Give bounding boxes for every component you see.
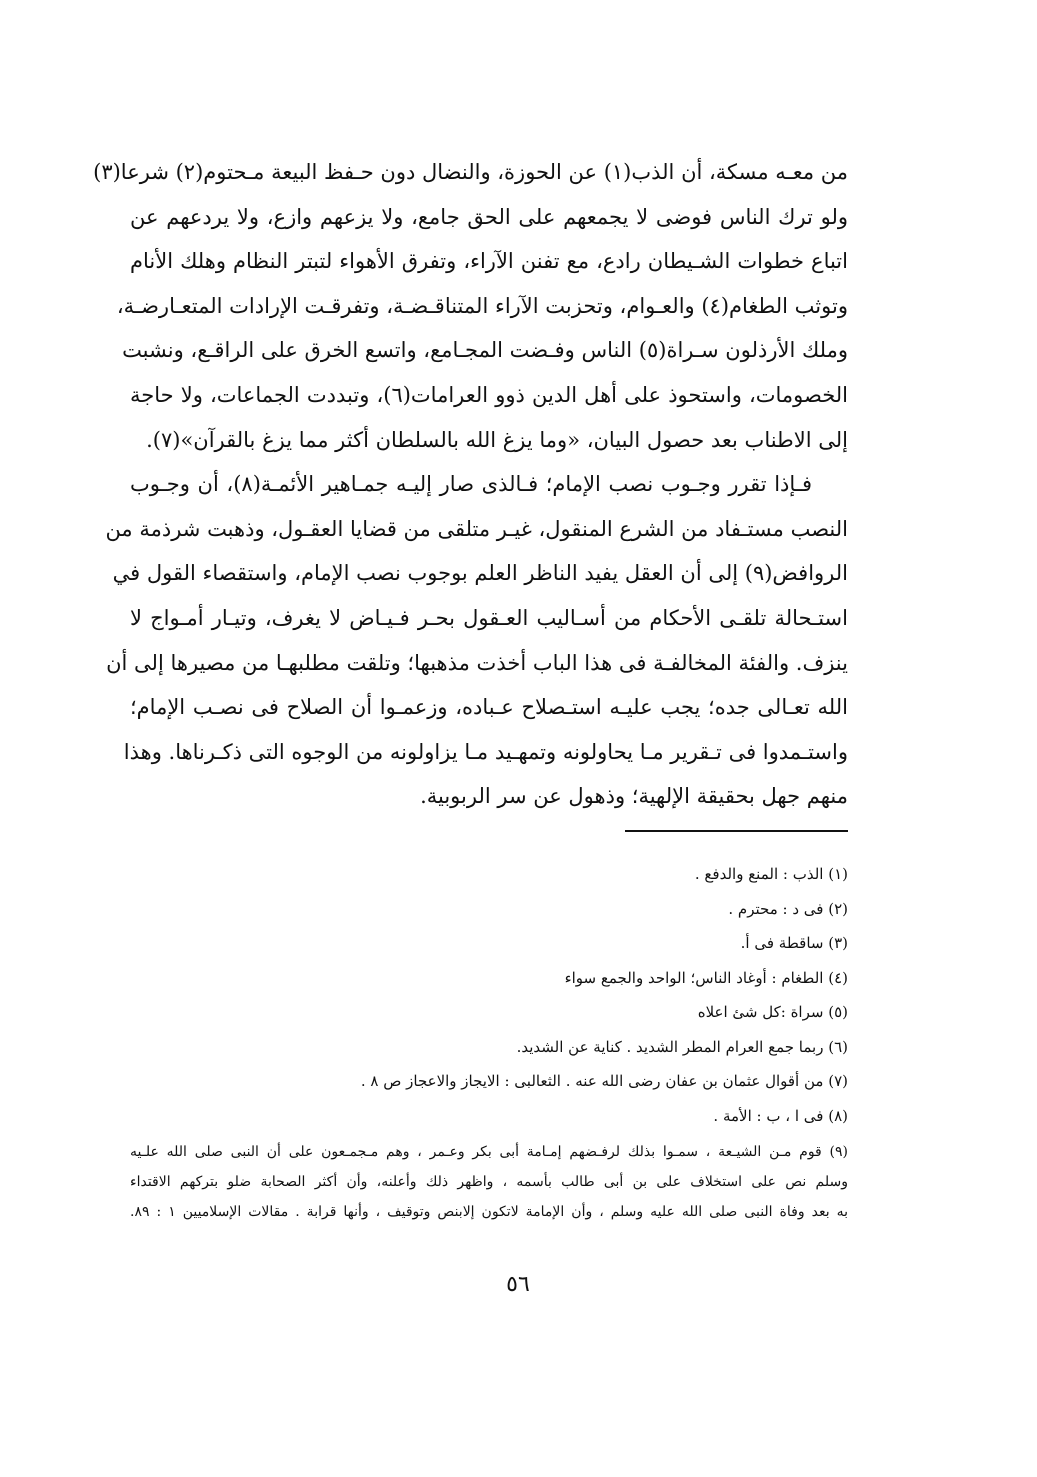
text-line: استـحالة تلقـى الأحكام من أسـاليب العـقول بحـر فـيـاض لا يغرف، وتيـار أمـواج لا [130, 605, 848, 630]
footnote-separator [625, 830, 848, 832]
text-line: ولو ترك الناس فوضى لا يجمعهم على الحق جامع، ولا يزعهم وازع، ولا يردعهم عن [130, 204, 848, 229]
footnote-long-line: وسلم نص على استخلاف على بن أبى طالب بأسمه ، واظهر ذلك وأعلنه، وأن أكثر الصحابة ضلو بتركهم الاقتداء [130, 1174, 848, 1190]
text-line: ينزف. والفئة المخالفـة فى هذا الباب أخذت مذهبها؛ وتلقت مطلبهـا من مصيرها إلى أن [106, 650, 848, 675]
text-line: النصب مستـفاد من الشرع المنقول، غيـر متلقى من قضايا العقـول، وذهبت شرذمة من [105, 516, 848, 541]
text-line: واستـمدوا فى تـقرير مـا يحاولونه وتمهـيد مـا يزاولونه من الوجوه التى ذكـرناها. وهذا [123, 739, 848, 764]
text-line: من معـه مسكة، أن الذب(١) عن الحوزة، والنضال دون حـفظ البيعة مـحتوم(٢) شرعا(٣) [93, 160, 848, 184]
text-line: إلى الاطناب بعد حصول البيان، «وما يزغ الله بالسلطان أكثر مما يزغ بالقرآن»(٧). [146, 427, 848, 452]
main-text-block [93, 150, 849, 819]
text-line: منهم جهل بحقيقة الإلهية؛ وذهول عن سر الربوبية. [420, 784, 848, 809]
text-line: وملك الأرذلون سـراة(٥) الناس وفـضت المجـامع، واتسع الخرق على الراقـع، ونشبت [122, 338, 848, 363]
footnote: (٦) ربما جمع العرام المطر الشديد . كناية عن الشديد. [516, 1037, 848, 1056]
text-line: الخصومات، واستحوذ على أهل الدين ذوو العرامات(٦)، وتبددت الجماعات، ولا حاجة [130, 382, 849, 407]
footnote: (٥) سراة :كل شئ اعلاه [697, 1003, 848, 1021]
footnote-long-line: (٩) قوم مـن الشيـعة ، سمـوا بذلك لرفـضهم إمـامة أبى بكر وعـمر ، وهم مـجمـعون على أن النبى صلى الله علـيه [130, 1144, 848, 1160]
text-line: وتوثب الطغام(٤) والعـوام، وتحزبت الآراء المتناقـضـة، وتفرقـت الإرادات المتعـارضـة، [116, 293, 848, 318]
footnotes-block [130, 857, 848, 1227]
footnote: (٣) ساقطة فى أ. [740, 934, 848, 952]
footnote: (١) الذب : المنع والدفع . [694, 865, 848, 883]
footnote: (٧) من أقوال عثمان بن عفان رضى الله عنه . الثعالبى : الايجاز والاعجاز ص ٨ . [360, 1072, 848, 1090]
footnote: (٤) الطغام : أوغاد الناس؛ الواحد والجمع سواء [564, 968, 848, 987]
text-line: اتباع خطوات الشـيطان رادع، مع تفنن الآراء، وتفرق الأهواء لتبتر النظام وهلك الأنام [130, 249, 848, 274]
footnote: (٨) فى ا ، ب : الأمة . [713, 1106, 848, 1125]
text-line: الروافض(٩) إلى أن العقل يفيد الناظر العلم بوجوب نصب الإمام، واستقصاء القول في [112, 561, 848, 586]
text-line: الله تعـالى جده؛ يجب عليـه استـصلاح عـباده، وزعمـوا أن الصلاح فى نصـب الإمام؛ [130, 695, 848, 720]
footnote: (٢) فى د : محترم . [728, 899, 848, 918]
page-number: ٥٦ [506, 1272, 530, 1297]
footnote-long-line: به بعد وفاة النبى صلى الله عليه وسلم ، وأن الإمامة لاتكون إلابنص وتوقيف ، وأنها قرابة . مقالات الإسلاميين ١ : ٨٩. [130, 1204, 848, 1220]
text-line: فـإذا تقرر وجـوب نصب الإمام؛ فـالذى صار إليـه جمـاهير الأئمـة(٨)، أن وجـوب [130, 472, 812, 497]
